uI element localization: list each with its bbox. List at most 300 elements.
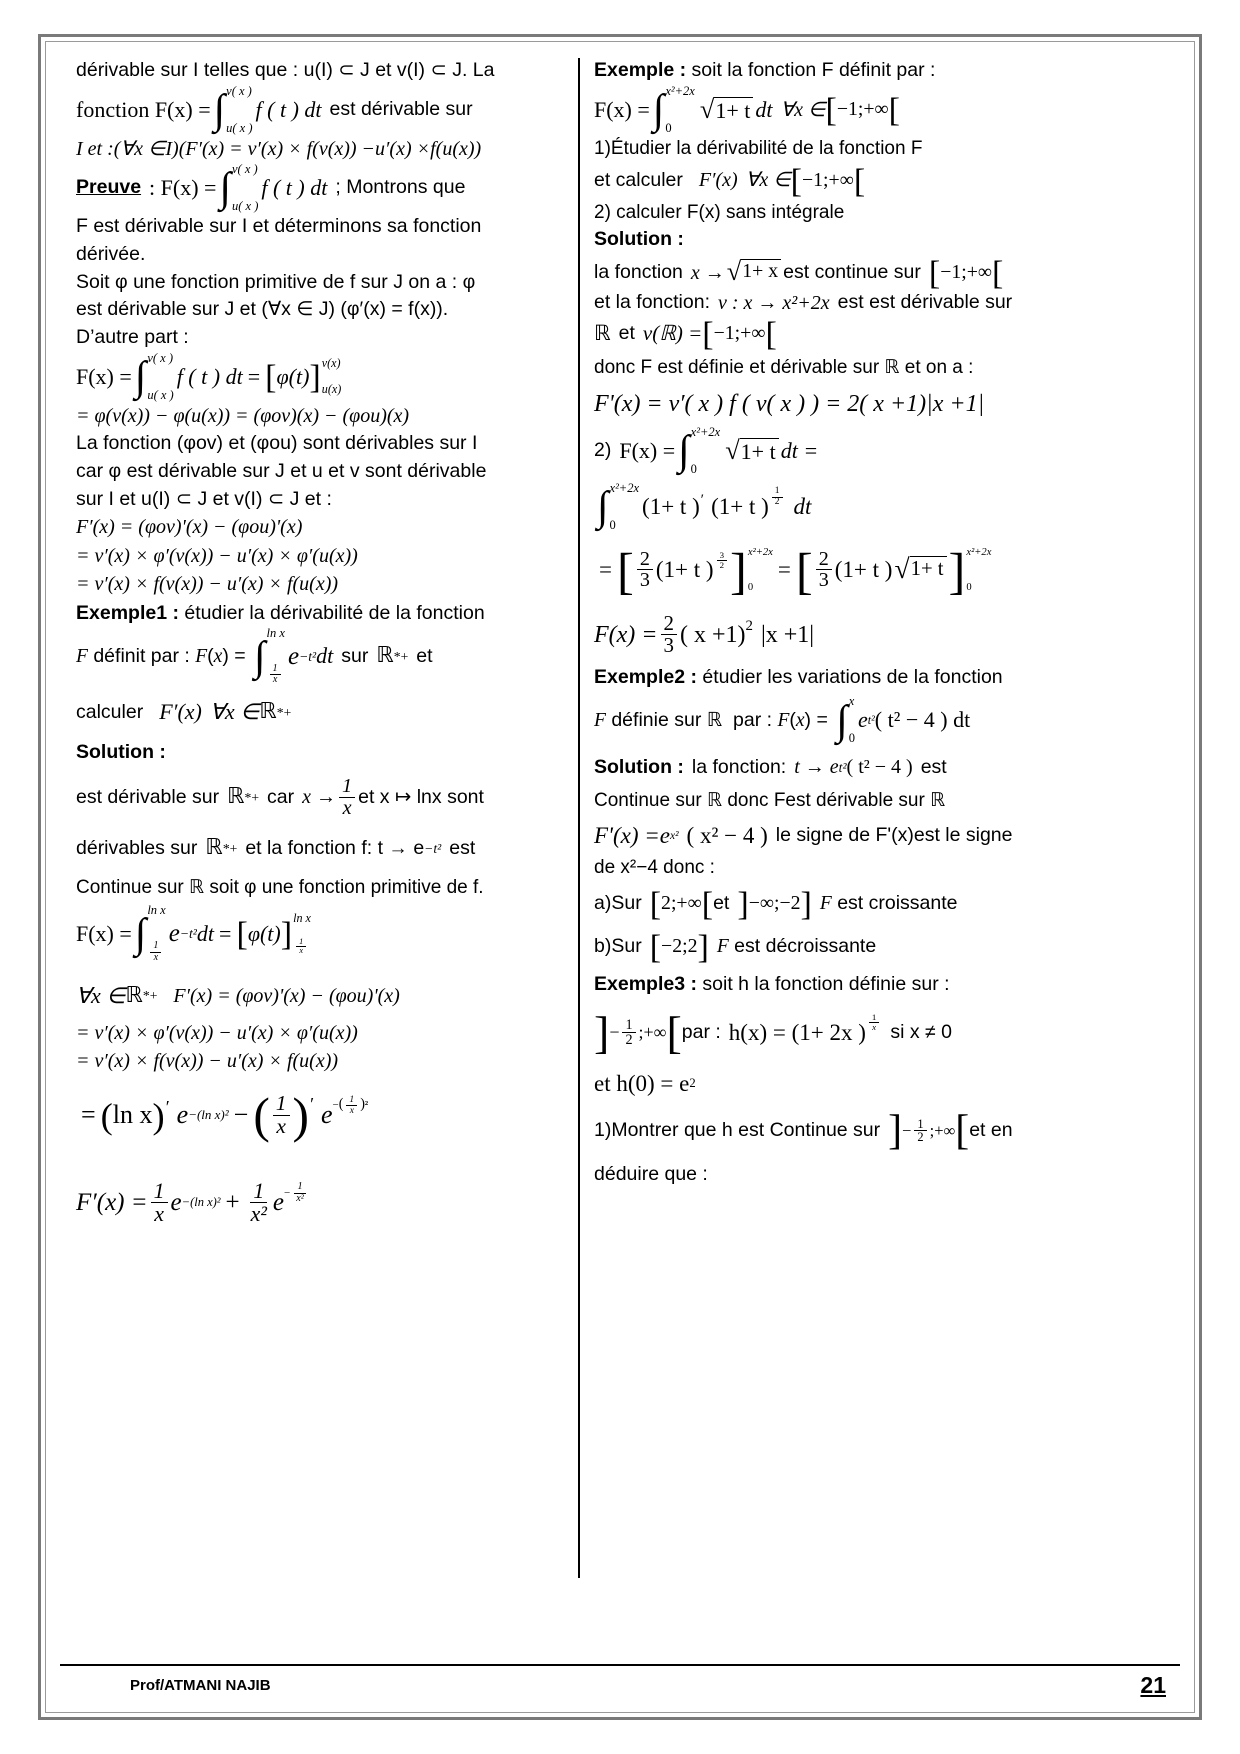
exponent-fraction bbox=[717, 551, 727, 570]
fraction-numerator: 1 bbox=[346, 1095, 357, 1106]
part-label: 2) bbox=[594, 439, 612, 462]
fraction-denominator: 3 bbox=[639, 569, 650, 592]
square-root bbox=[726, 256, 781, 287]
formula-lhs: F(x) = bbox=[594, 621, 658, 648]
left-proof-formula bbox=[76, 162, 568, 214]
integral-lower-limit: u( x ) bbox=[231, 199, 259, 214]
text-tail: le signe de F'(x)est le signe bbox=[775, 824, 1013, 847]
interval-2 bbox=[737, 885, 812, 923]
fraction-denominator: 2 bbox=[625, 1031, 633, 1048]
interval-open-bracket: ] bbox=[594, 1007, 610, 1059]
fraction-numerator: 2 bbox=[637, 549, 653, 571]
part2-integral-expansion bbox=[594, 480, 1166, 532]
fraction-denominator: 2 bbox=[774, 496, 780, 507]
fraction-denominator: x bbox=[276, 1113, 286, 1138]
exemple3-question-1-cont: déduire que : bbox=[594, 1162, 708, 1185]
bracket-group-1 bbox=[616, 542, 773, 599]
interval-open-bracket: [ bbox=[790, 162, 803, 200]
integral-limits bbox=[226, 83, 253, 135]
bracket-body: φ(t) bbox=[276, 363, 310, 389]
page-inner-border bbox=[45, 41, 1195, 1713]
left-line-6: dérivée. bbox=[76, 242, 146, 265]
left-bracket: [ bbox=[795, 542, 813, 599]
bracket-lower-limit bbox=[293, 938, 311, 956]
integral-lower-limit: u( x ) bbox=[147, 387, 174, 402]
integral-lower-limit: 0 bbox=[848, 731, 856, 746]
formula-lhs: F'(x) = bbox=[594, 823, 660, 849]
real-set-symbol: ℝ bbox=[227, 784, 245, 810]
left-line-7: Soit φ une fonction primitive de f sur J on a : φ bbox=[76, 270, 476, 293]
right-bracket: ] bbox=[948, 542, 966, 599]
h0-exponent: 2 bbox=[689, 1075, 696, 1090]
real-set-symbol: ℝ bbox=[594, 321, 611, 346]
fraction-denominator: x² bbox=[250, 1201, 267, 1226]
ln-x: ln x bbox=[112, 1099, 153, 1129]
integral-glyph: ∫ bbox=[254, 633, 266, 680]
integral-upper-limit: ln x bbox=[266, 625, 285, 640]
formula-prefix: F définit par : F(x) = bbox=[76, 644, 252, 667]
bracket-limits bbox=[293, 910, 311, 956]
fraction bbox=[637, 549, 653, 591]
text-a: est dérivable sur bbox=[76, 785, 220, 808]
fraction bbox=[339, 776, 355, 818]
paren: ( bbox=[338, 1096, 344, 1113]
eval-upper-limit: x²+2x bbox=[966, 547, 992, 559]
interval-open-bracket: [ bbox=[649, 885, 662, 923]
fraction-numerator: 1 bbox=[294, 1182, 305, 1193]
minus-sign: − bbox=[902, 1120, 912, 1140]
left-formula-F-definition bbox=[76, 83, 568, 135]
integrand-exponent: −t² bbox=[179, 926, 197, 942]
square-root bbox=[894, 553, 946, 585]
integral-limits bbox=[147, 350, 174, 402]
fraction-numerator: 1 bbox=[270, 664, 281, 675]
text-b: est est dérivable sur bbox=[837, 291, 1013, 314]
solution-line-3 bbox=[594, 316, 1166, 354]
real-set-symbol: ℝ bbox=[205, 835, 223, 861]
interval-1 bbox=[649, 885, 714, 923]
integrand: f ( t ) dt bbox=[261, 175, 328, 201]
interval-tail: ;+∞ bbox=[638, 1021, 667, 1042]
fraction-denominator: x bbox=[342, 796, 352, 819]
exp-base: e bbox=[659, 823, 670, 849]
exp-exponent: −(ln x)² bbox=[188, 1107, 229, 1122]
h-expression: h(x) = (1+ 2x ) bbox=[728, 1019, 866, 1045]
fraction-denominator: x bbox=[349, 1104, 354, 1116]
exp-exponent: t² bbox=[867, 712, 875, 727]
integral-upper-limit: v( x ) bbox=[147, 350, 173, 365]
text-a: et bbox=[618, 322, 635, 345]
fraction-numerator: 1 bbox=[339, 776, 355, 798]
interval bbox=[790, 162, 866, 200]
variation-b bbox=[594, 929, 1166, 967]
factor: ( x +1) bbox=[679, 621, 746, 648]
real-set-symbol: ℝ bbox=[259, 699, 277, 725]
real-set-superscript: *+ bbox=[393, 648, 409, 664]
minus: − bbox=[332, 1099, 339, 1112]
factor-2: (1+ t ) bbox=[711, 494, 769, 520]
integral-glyph: ∫ bbox=[213, 86, 226, 133]
solution1-expanded-derivative bbox=[76, 1088, 568, 1144]
fraction bbox=[270, 664, 281, 686]
eval-lower-limit: 0 bbox=[747, 581, 754, 593]
left-column bbox=[60, 58, 580, 1578]
text-a: et calculer bbox=[594, 168, 683, 191]
text-a: dérivables sur bbox=[76, 836, 198, 859]
fraction-numerator: 2 bbox=[816, 549, 832, 571]
integral-glyph: ∫ bbox=[678, 428, 690, 475]
exemple3-h0 bbox=[594, 1071, 1166, 1096]
text-b: car bbox=[267, 785, 295, 808]
equals-sign-2: = bbox=[777, 557, 791, 583]
integral-lower-limit: 0 bbox=[665, 120, 672, 135]
exemple2-derivative bbox=[594, 823, 1166, 848]
fraction-denominator: x bbox=[272, 674, 278, 686]
integral-upper-limit: v( x ) bbox=[226, 83, 252, 98]
fraction-numerator: 1 bbox=[869, 1013, 879, 1023]
solution1-line-1 bbox=[76, 776, 568, 818]
solution-line-1 bbox=[594, 254, 1166, 292]
exemple2-heading bbox=[594, 665, 1166, 691]
interval bbox=[649, 929, 709, 967]
solution1-forall-line bbox=[76, 984, 568, 1008]
square: ² bbox=[364, 1099, 369, 1112]
left-line-9: D’autre part : bbox=[76, 326, 189, 349]
fraction bbox=[273, 1090, 290, 1138]
real-set-superscript: *+ bbox=[142, 988, 158, 1004]
exemple-text: soit la fonction F définit par : bbox=[691, 59, 936, 81]
formula-lhs: F′(x) = bbox=[76, 1188, 148, 1216]
radical-glyph: √ bbox=[726, 256, 742, 287]
left-line-19: = v′(x) × f(v(x)) − u′(x) × f(u(x)) bbox=[76, 1050, 339, 1073]
integral-glyph: ∫ bbox=[219, 165, 231, 212]
text-tail: F est croissante bbox=[819, 891, 958, 914]
interval-tail: ;+∞ bbox=[929, 1120, 956, 1140]
exemple-heading bbox=[594, 58, 1166, 84]
right-bracket: ] bbox=[280, 916, 293, 954]
exponent: 2 bbox=[745, 618, 753, 635]
text-a: 1)Montrer que h est Continue sur bbox=[594, 1119, 881, 1142]
part2-final-result bbox=[594, 610, 1166, 658]
fraction-numerator: 1 bbox=[250, 1180, 267, 1203]
derivative-expression: F′(x) bbox=[698, 169, 738, 192]
exemple2-text: étudier les variations de la fonction bbox=[702, 665, 1003, 688]
left-line-3: I et :(∀x ∈I)(F′(x) = v′(x) × f(v(x)) −u′(x) ×f(u(x)) bbox=[76, 137, 482, 160]
interval-body: −1;+∞ bbox=[836, 97, 889, 120]
differential: dt bbox=[316, 643, 334, 669]
eval-upper-limit: x²+2x bbox=[747, 547, 773, 559]
left-bracket: [ bbox=[265, 359, 277, 397]
minus-sign: − bbox=[233, 1099, 249, 1129]
exemple1-text: étudier la dérivabilité de la fonction bbox=[184, 601, 485, 624]
left-bracket: [ bbox=[236, 916, 248, 954]
fraction-numerator: 1 bbox=[151, 1180, 168, 1203]
left-line-12: car φ est dérivable sur J et u et v sont dérivable bbox=[76, 459, 487, 482]
bracket-limits bbox=[321, 356, 342, 397]
page-number: 21 bbox=[1140, 1671, 1166, 1698]
exemple3-formula bbox=[594, 1007, 1166, 1059]
exemple2-label: Exemple2 : bbox=[594, 665, 697, 688]
forall-symbol: ∀x ∈ bbox=[780, 98, 826, 121]
bracket-lower-limit: u(x) bbox=[321, 382, 342, 397]
bracket-upper-limit: ln x bbox=[293, 910, 311, 925]
proof-prefix: : F(x) = bbox=[149, 175, 217, 201]
interval-close-bracket: [ bbox=[701, 885, 714, 923]
integral-limits bbox=[665, 83, 695, 135]
integral-glyph: ∫ bbox=[652, 86, 665, 133]
differential: dt bbox=[755, 96, 773, 122]
formula-lhs: F(x) = bbox=[76, 920, 132, 946]
solution1-formula-bracket bbox=[76, 903, 568, 963]
integral-limits bbox=[266, 625, 285, 686]
square-root bbox=[699, 93, 754, 124]
left-paren: ( bbox=[100, 1095, 113, 1136]
integral-limits bbox=[231, 162, 259, 214]
integral-lower-limit: 0 bbox=[690, 461, 697, 476]
fraction bbox=[622, 1018, 635, 1048]
fraction bbox=[816, 549, 832, 591]
forall-symbol: ∀x ∈ bbox=[209, 699, 260, 725]
exemple3-heading bbox=[594, 972, 1166, 998]
exponent-fraction bbox=[772, 487, 783, 507]
interval-close-bracket: [ bbox=[992, 254, 1004, 292]
radical-glyph: √ bbox=[894, 553, 910, 585]
right-formula-F-definition bbox=[594, 83, 1166, 135]
interval-body: −1;+∞ bbox=[713, 321, 766, 344]
variation-a bbox=[594, 885, 1166, 923]
text-c: et x ↦ lnx sont bbox=[358, 785, 484, 808]
fraction-numerator: 1 bbox=[622, 1018, 635, 1033]
prime-symbol-2: ′ bbox=[309, 1094, 313, 1115]
exp-exponent-1: −(ln x)² bbox=[181, 1194, 221, 1209]
interval-close-bracket: [ bbox=[853, 162, 866, 200]
bracket-group bbox=[236, 910, 311, 956]
fraction-numerator: 1 bbox=[772, 487, 783, 498]
exemple2-solution-line-1 bbox=[594, 756, 1166, 778]
integral-sign bbox=[219, 162, 259, 214]
document-page bbox=[38, 34, 1202, 1720]
right-paren-2: ) bbox=[292, 1088, 309, 1144]
real-set-superscript: *+ bbox=[244, 789, 260, 805]
integral-upper-limit: x²+2x bbox=[609, 480, 640, 495]
domain-interval bbox=[888, 1108, 970, 1155]
left-line-14: F′(x) = (φov)'(x) − (φou)'(x) bbox=[76, 516, 303, 539]
integral-sign bbox=[134, 350, 174, 402]
interval-body: −2;2 bbox=[661, 934, 698, 957]
exemple-label: Exemple : bbox=[594, 59, 687, 81]
fraction-denominator: x bbox=[299, 946, 304, 956]
interval-body bbox=[609, 1018, 666, 1048]
par-label: par : bbox=[681, 1020, 721, 1043]
function-expression: t → e bbox=[794, 756, 839, 779]
text-b: est continue sur bbox=[783, 260, 921, 283]
factor: (1+ t ) bbox=[834, 557, 893, 583]
interval bbox=[825, 92, 900, 130]
exemple2-sign-line: de x²−4 donc : bbox=[594, 856, 715, 878]
image-of-v: v(ℝ) = bbox=[642, 321, 703, 346]
integral-upper-limit: v( x ) bbox=[231, 162, 258, 176]
interval-body: −∞;−2 bbox=[748, 891, 801, 914]
mapping: x → bbox=[690, 261, 725, 284]
right-column bbox=[580, 58, 1176, 1578]
interval-open-bracket: [ bbox=[702, 316, 714, 354]
prime-symbol: ′ bbox=[699, 490, 704, 508]
solution1-line-2 bbox=[76, 836, 568, 860]
bracket-upper-limit: v(x) bbox=[321, 356, 341, 371]
interval-open-bracket: ] bbox=[737, 885, 749, 923]
exemple1-formula bbox=[76, 625, 568, 686]
exponent: −t² bbox=[424, 841, 442, 857]
exemple1-heading bbox=[76, 601, 568, 627]
fraction-numerator: 1 bbox=[150, 941, 161, 952]
absolute-value: |x +1| bbox=[760, 621, 815, 648]
exp-exponent-2 bbox=[333, 1095, 369, 1115]
factor-1: (1+ t ) bbox=[642, 494, 700, 520]
interval-open-bracket: ] bbox=[888, 1108, 903, 1155]
question-2: 2) calculer F(x) sans intégrale bbox=[594, 202, 845, 224]
exp-base-2: e bbox=[272, 1188, 285, 1216]
text-b: et en bbox=[969, 1119, 1013, 1142]
minus: − bbox=[284, 1186, 291, 1199]
question-1: 1)Étudier la dérivabilité de la fonction F bbox=[594, 137, 923, 159]
fraction bbox=[661, 610, 677, 658]
item-label: b)Sur bbox=[594, 935, 642, 957]
solution-heading-1: Solution : bbox=[76, 741, 166, 764]
left-formula-primitive-bracket bbox=[76, 350, 568, 402]
real-set-symbol: ℝ bbox=[376, 643, 394, 669]
radical-glyph: √ bbox=[725, 434, 740, 465]
polynomial-body: ( x² − 4 ) bbox=[686, 823, 768, 849]
integrand-exponent: −t² bbox=[299, 648, 317, 664]
formula-lhs: F(x) = bbox=[594, 96, 650, 122]
integral-sign bbox=[213, 83, 253, 135]
interval bbox=[928, 254, 1004, 292]
item-label: a)Sur bbox=[594, 891, 642, 914]
integrand-body: ( t² − 4 ) dt bbox=[874, 707, 971, 733]
left-line-10: = φ(v(x)) − φ(u(x)) = (φov)(x) − (φou)(x) bbox=[76, 404, 410, 427]
formula-lhs: F(x) = bbox=[619, 437, 676, 463]
bracket-body: φ(t) bbox=[247, 920, 281, 946]
formula-prefix: fonction F(x) = bbox=[76, 96, 211, 122]
eval-lower-limit: 0 bbox=[966, 581, 972, 593]
left-line-15: = v′(x) × φ′(v(x)) − u′(x) × φ′(u(x)) bbox=[76, 544, 358, 567]
fraction-denominator: x² bbox=[296, 1192, 304, 1204]
two-column-body bbox=[60, 58, 1188, 1578]
fraction-denominator: 2 bbox=[917, 1130, 924, 1145]
part2-formula bbox=[594, 424, 1166, 476]
interval-close-bracket: [ bbox=[888, 92, 900, 130]
forall-symbol: ∀x ∈ bbox=[745, 169, 791, 192]
author-credit: Prof/ATMANI NAJIB bbox=[130, 1676, 271, 1694]
paren-close: ) bbox=[360, 1096, 365, 1113]
conjunction: et bbox=[713, 891, 730, 914]
fraction-numerator: 1 bbox=[296, 938, 306, 947]
part2-antiderivative-eval bbox=[594, 542, 1166, 599]
integral-sign bbox=[678, 424, 721, 476]
integral-lower-limit: u( x ) bbox=[226, 120, 253, 135]
equals-sign: = bbox=[247, 363, 261, 389]
differential: dt = bbox=[780, 437, 819, 463]
radicand: 1+ x bbox=[741, 259, 781, 283]
integral-limits bbox=[690, 424, 721, 476]
left-line-11: La fonction (φov) et (φou) sont dérivables sur I bbox=[76, 432, 478, 455]
mapping-expression: x → bbox=[302, 786, 336, 809]
formula-prefix: F définie sur ℝ par : F(x) = bbox=[594, 708, 834, 732]
question-1b bbox=[594, 162, 1166, 200]
minus-sign: − bbox=[609, 1021, 620, 1042]
exemple1-label: Exemple1 : bbox=[76, 601, 179, 624]
fraction bbox=[346, 1095, 357, 1115]
proof-suffix: ; Montrons que bbox=[335, 176, 466, 199]
radicand: 1+ t bbox=[714, 97, 753, 123]
interval-open-bracket: [ bbox=[825, 92, 837, 130]
formula-lhs: F(x) = bbox=[76, 363, 132, 389]
fraction-numerator: 1 bbox=[914, 1118, 926, 1132]
exp-exponent-2 bbox=[284, 1182, 310, 1204]
suffix-sur: sur bbox=[341, 644, 369, 667]
text-a: la fonction: bbox=[691, 755, 787, 778]
bracket-group-2 bbox=[795, 542, 992, 599]
equals-sign: = bbox=[81, 1099, 96, 1129]
exp-base-1: e bbox=[170, 1188, 182, 1216]
interval-close-bracket: ] bbox=[697, 929, 709, 967]
exemple3-text: soit h la fonction définie sur : bbox=[702, 973, 950, 996]
exemple2-solution-line-2: Continue sur ℝ donc Fest dérivable sur ℝ bbox=[594, 790, 946, 812]
fraction-numerator: 1 bbox=[273, 1093, 290, 1116]
radicand: 1+ t bbox=[740, 438, 779, 464]
exemple2-formula bbox=[594, 694, 1166, 746]
text-b-inner: et la fonction f: t → e bbox=[245, 836, 425, 859]
text-tail: F est décroissante bbox=[716, 935, 877, 957]
interval-open-bracket: [ bbox=[649, 929, 662, 967]
exp-exponent: x² bbox=[669, 829, 679, 842]
text-b: est bbox=[920, 755, 947, 778]
left-line-8: est dérivable sur J et (∀x ∈ J) (φ′(x) = f(x)). bbox=[76, 298, 449, 321]
differential: dt bbox=[793, 494, 812, 520]
fraction bbox=[914, 1118, 926, 1144]
integral-sign bbox=[134, 903, 166, 963]
fraction bbox=[293, 1182, 307, 1204]
equals-sign: = bbox=[219, 920, 232, 946]
fraction-numerator: 3 bbox=[717, 551, 727, 561]
integral-lower-limit bbox=[267, 664, 285, 686]
solution1-final-derivative bbox=[76, 1180, 568, 1226]
integral-sign bbox=[652, 83, 695, 135]
right-derivative-formula bbox=[594, 391, 1166, 417]
formula-suffix: est dérivable sur bbox=[329, 98, 473, 121]
fraction-denominator: 2 bbox=[719, 559, 725, 570]
solution-line-2 bbox=[594, 292, 1166, 314]
integral-upper-limit: ln x bbox=[147, 903, 166, 918]
function-body: ( t² − 4 ) bbox=[846, 756, 913, 779]
eval-limits bbox=[747, 547, 773, 593]
interval-close-bracket: ] bbox=[800, 885, 812, 923]
integral-sign bbox=[254, 625, 285, 686]
interval-body: 2;+∞ bbox=[661, 891, 702, 914]
text-a: et la fonction: bbox=[594, 291, 710, 314]
forall-symbol: ∀x ∈ bbox=[76, 982, 126, 1008]
fraction-1 bbox=[151, 1180, 168, 1226]
integral-lower-limit: 0 bbox=[609, 517, 616, 532]
exp-base: e bbox=[176, 1099, 189, 1129]
exp-base-2: e bbox=[320, 1099, 333, 1129]
interval-body: −1;+∞ bbox=[940, 260, 993, 283]
eval-limits bbox=[966, 547, 992, 593]
differential: dt bbox=[196, 920, 215, 946]
suffix-et: et bbox=[416, 644, 433, 667]
integral-glyph: ∫ bbox=[597, 484, 609, 531]
solution-heading: Solution : bbox=[594, 228, 684, 251]
